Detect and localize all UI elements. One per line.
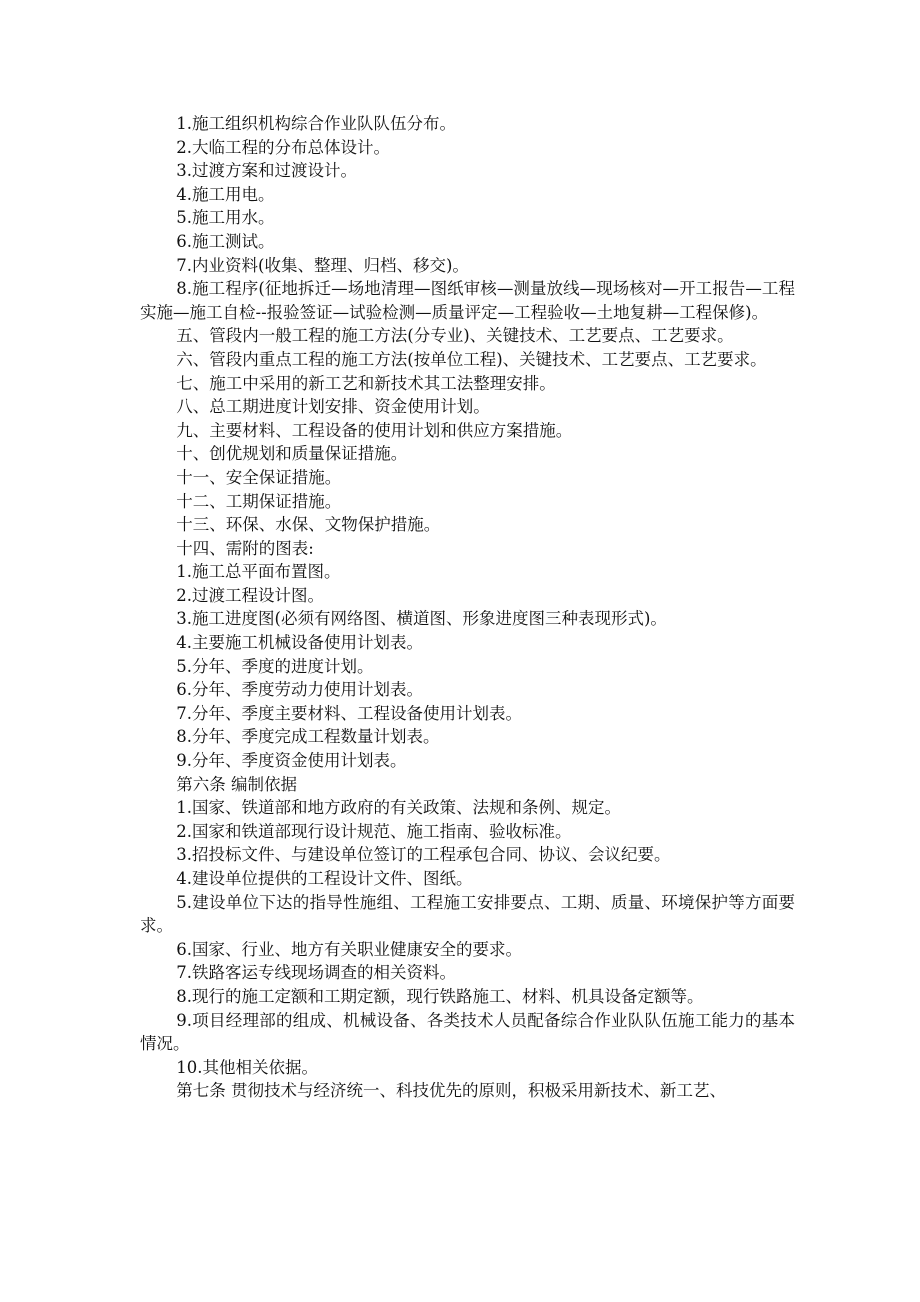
paragraph-13: 九、主要材料、工程设备的使用计划和供应方案措施。 (176, 420, 573, 440)
paragraph-39: 第七条 贯彻技术与经济统一、科技优先的原则，积极采用新技术、新工艺、 (176, 1081, 727, 1101)
paragraph-23: 5.分年、季度的进度计划。 (176, 656, 374, 676)
paragraph-18: 十四、需附的图表: (176, 538, 314, 558)
paragraph-1: 1.施工组织机构综合作业队队伍分布。 (176, 114, 457, 133)
paragraph-28: 第六条 编制依据 (176, 774, 298, 794)
paragraph-34: 6.国家、行业、地方有关职业健康安全的要求。 (176, 939, 523, 959)
paragraph-7: 7.内业资料(收集、整理、归档、移交)。 (176, 255, 469, 275)
paragraph-17: 十三、环保、水保、文物保护措施。 (176, 515, 441, 535)
paragraph-24: 6.分年、季度劳动力使用计划表。 (176, 680, 424, 700)
paragraph-2: 2.大临工程的分布总体设计。 (176, 137, 391, 157)
paragraph-33: 5.建设单位下达的指导性施组、工程施工安排要点、工期、质量、环境保护等方面要求。 (140, 892, 795, 936)
paragraph-31: 3.招投标文件、与建设单位签订的工程承包合同、协议、会议纪要。 (176, 845, 671, 865)
paragraph-6: 6.施工测试。 (176, 231, 275, 251)
paragraph-12: 八、总工期进度计划安排、资金使用计划。 (176, 397, 490, 417)
paragraph-21: 3.施工进度图(必须有网络图、横道图、形象进度图三种表现形式)。 (176, 609, 667, 629)
paragraph-20: 2.过渡工程设计图。 (176, 585, 325, 605)
paragraph-4: 4.施工用电。 (176, 184, 275, 204)
paragraph-10: 六、管段内重点工程的施工方法(按单位工程)、关键技术、工艺要点、工艺要求。 (176, 349, 767, 369)
paragraph-9: 五、管段内一般工程的施工方法(分专业)、关键技术、工艺要点、工艺要求。 (176, 326, 734, 346)
paragraph-19: 1.施工总平面布置图。 (176, 562, 341, 582)
paragraph-35: 7.铁路客运专线现场调查的相关资料。 (176, 963, 457, 983)
paragraph-26: 8.分年、季度完成工程数量计划表。 (176, 727, 440, 747)
paragraph-14: 十、创优规划和质量保证措施。 (176, 444, 408, 464)
paragraph-36: 8.现行的施工定额和工期定额，现行铁路施工、材料、机具设备定额等。 (176, 986, 704, 1006)
paragraph-38: 10.其他相关依据。 (176, 1057, 319, 1077)
paragraph-25: 7.分年、季度主要材料、工程设备使用计划表。 (176, 703, 523, 723)
paragraph-22: 4.主要施工机械设备使用计划表。 (176, 633, 424, 653)
paragraph-3: 3.过渡方案和过渡设计。 (176, 161, 358, 181)
paragraph-16: 十二、工期保证措施。 (176, 491, 342, 511)
paragraph-27: 9.分年、季度资金使用计划表。 (176, 751, 407, 771)
paragraph-11: 七、施工中采用的新工艺和新技术其工法整理安排。 (176, 373, 556, 393)
paragraph-29: 1.国家、铁道部和地方政府的有关政策、法规和条例、规定。 (176, 798, 622, 818)
paragraph-32: 4.建设单位提供的工程设计文件、图纸。 (176, 869, 473, 888)
paragraph-37: 9.项目经理部的组成、机械设备、各类技术人员配备综合作业队队伍施工能力的基本情况。 (140, 1010, 795, 1054)
paragraph-5: 5.施工用水。 (176, 208, 275, 228)
document-body (140, 112, 795, 1103)
paragraph-30: 2.国家和铁道部现行设计规范、施工指南、验收标准。 (176, 821, 572, 841)
paragraph-8: 8.施工程序(征地拆迁—场地清理—图纸审核—测量放线—现场核对—开工报告—工程实施—施工自检--报验签证—试验检测—质量评定—工程验收—土地复耕—工程保修)。 (140, 279, 795, 322)
paragraph-15: 十一、安全保证措施。 (176, 467, 342, 487)
